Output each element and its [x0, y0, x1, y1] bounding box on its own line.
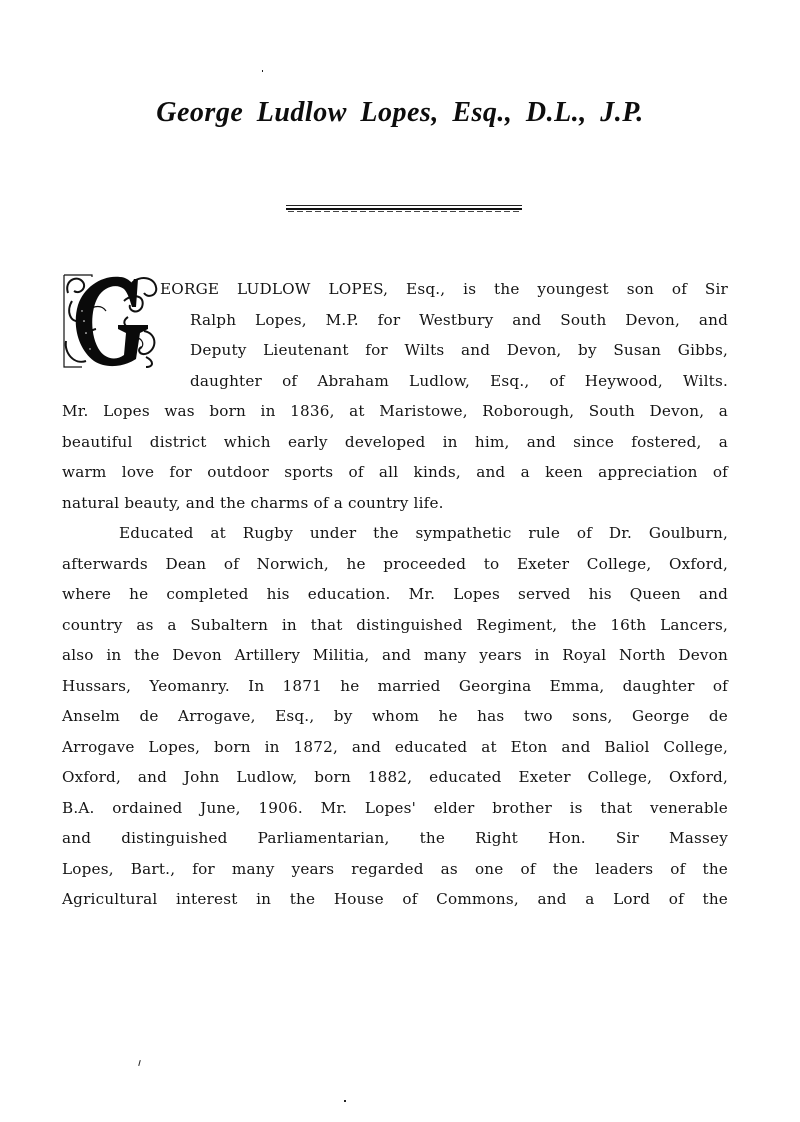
text-line: daughter of Abraham Ludlow, Esq., of Heywood, Wilts.	[190, 372, 728, 390]
scan-speck	[344, 1100, 346, 1102]
scan-speck	[138, 1060, 141, 1066]
rule-line-bottom	[288, 211, 520, 212]
ornamental-drop-cap-g	[62, 271, 162, 369]
rule-line-top	[286, 205, 522, 206]
text-line: where he completed his education. Mr. Lopes served his Queen and	[62, 585, 728, 603]
text-line: Mr. Lopes was born in 1836, at Maristowe, Roborough, South Devon, a	[62, 402, 728, 420]
text-line: Educated at Rugby under the sympathetic rule of Dr. Goulburn,	[119, 524, 728, 542]
text-line: natural beauty, and the charms of a country life.	[62, 494, 444, 512]
scan-speck	[262, 70, 263, 72]
text-line: Lopes, Bart., for many years regarded as one of the leaders of the	[62, 860, 728, 878]
rule-line-middle	[286, 208, 522, 210]
text-line: afterwards Dean of Norwich, he proceeded to Exeter College, Oxford,	[62, 555, 728, 573]
text-line: EORGE LUDLOW LOPES, Esq., is the youngest son of Sir	[160, 280, 728, 298]
text-line: Oxford, and John Ludlow, born 1882, educated Exeter College, Oxford,	[62, 768, 728, 786]
text-line: Anselm de Arrogave, Esq., by whom he has two sons, George de	[62, 707, 728, 725]
drop-cap-ornament-icon	[62, 271, 162, 369]
text-line: country as a Subaltern in that distinguished Regiment, the 16th Lancers,	[62, 616, 728, 634]
text-line: Ralph Lopes, M.P. for Westbury and South Devon, and	[190, 311, 728, 329]
text-line: Hussars, Yeomanry. In 1871 he married Georgina Emma, daughter of	[62, 677, 728, 695]
text-line: B.A. ordained June, 1906. Mr. Lopes' elder brother is that venerable	[62, 799, 728, 817]
text-line: beautiful district which early developed in him, and since fostered, a	[62, 433, 728, 451]
decorative-rule	[286, 205, 522, 211]
text-line: also in the Devon Artillery Militia, and many years in Royal North Devon	[62, 646, 728, 664]
text-line: and distinguished Parliamentarian, the Right Hon. Sir Massey	[62, 829, 728, 847]
text-line: Agricultural interest in the House of Commons, and a Lord of the	[62, 890, 728, 908]
page-title: George Ludlow Lopes, Esq., D.L., J.P.	[156, 97, 644, 128]
text-line: Deputy Lieutenant for Wilts and Devon, by Susan Gibbs,	[190, 341, 728, 359]
text-line: warm love for outdoor sports of all kinds, and a keen appreciation of	[62, 463, 728, 481]
text-line: Arrogave Lopes, born in 1872, and educated at Eton and Baliol College,	[62, 738, 728, 756]
